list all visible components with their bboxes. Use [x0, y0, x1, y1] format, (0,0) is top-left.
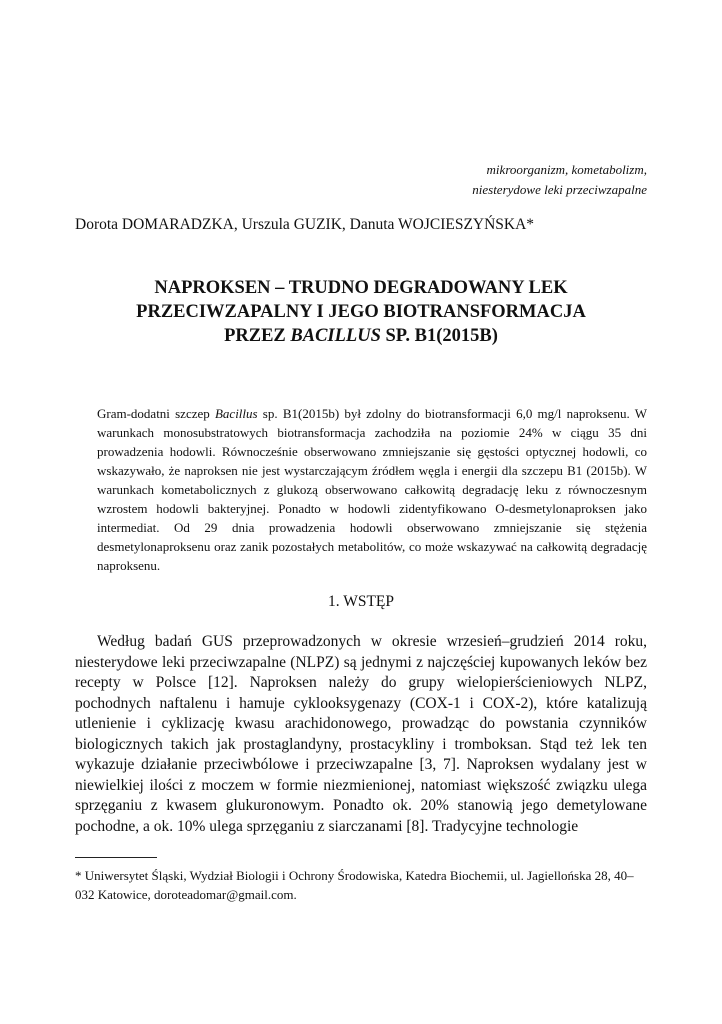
- paper-title: [75, 276, 647, 348]
- footnote: [75, 866, 647, 904]
- footnote-separator: [75, 857, 157, 858]
- abstract: [97, 404, 647, 575]
- authors: Dorota DOMARADZKA, Urszula GUZIK, Danuta WOJCIESZYŃSKA*: [75, 216, 535, 233]
- title-line-3-prefix: PRZEZ: [224, 326, 291, 346]
- keywords: [472, 160, 647, 200]
- title-line-3-suffix: SP. B1(2015B): [380, 326, 498, 346]
- title-genus: BACILLUS: [290, 326, 381, 346]
- title-line-3: [75, 324, 647, 348]
- body-text: [75, 632, 647, 837]
- body-paragraph: Według badań GUS przeprowadzonych w okresie wrzesień–grudzień 2014 roku, niesterydowe leki przeciwzapalne (NLPZ) są jednymi z najczęściej kupowanych leków bez recepty w Polsce [12]. Naproksen należy do grupy wielopierścieniowych NLPZ, pochodnych naftalenu i hamuje cyklooksygenazy (COX-1 i COX-2), które katalizują utlenienie i cyklizację kwasu arachidonowego, prowadząc do powstania czynników biologicznych takich jak prostaglandyny, prostacykliny i tromboksan. Stąd też lek ten wykazuje działanie przeciwbólowe i przeciwzapalne [3, 7]. Naproksen wydalany jest w niewielkiej ilości z moczem w formie niezmienionej, natomiast większość związku ulega sprzęganiu z kwasem glukuronowym. Ponadto ok. 20% stanowią jego demetylowane pochodne, a ok. 10% ulega sprzęganiu z siarczanami [8]. Tradycyjne technologie: [75, 633, 647, 835]
- section-heading: 1. WSTĘP: [327, 593, 395, 610]
- title-line-2: PRZECIWZAPALNY I JEGO BIOTRANSFORMACJA: [136, 302, 586, 322]
- abstract-species: Bacillus: [214, 406, 258, 421]
- footnote-text: * Uniwersytet Śląski, Wydział Biologii i Ochrony Środowiska, Katedra Biochemii, ul. Jagiellońska 28, 40–032 Katowice, doroteadomar@gmail.com.: [75, 868, 634, 902]
- title-line-1: NAPROKSEN – TRUDNO DEGRADOWANY LEK: [154, 278, 568, 298]
- abstract-prefix: Gram-dodatni szczep: [97, 406, 215, 421]
- abstract-text: sp. B1(2015b) był zdolny do biotransformacji 6,0 mg/l naproksenu. W warunkach monosubstratowych biotransformacja zachodziła na poziomie 24% w ciągu 35 dni prowadzenia hodowli. Równocześnie obserwowano zmniejszanie się gęstości optycznej hodowli, co wskazywało, że naproksen nie jest wystarczającym źródłem węgla i energii dla szczepu B1 (2015b). W warunkach kometabolicznych z glukozą obserwowano całkowitą degradację leku z równoczesnym wzrostem hodowli bakteryjnej. Ponadto w hodowli zidentyfikowano O-desmetylonaproksen jako intermediat. Od 29 dnia prowadzenia hodowli obserwowano zmniejszanie się stężenia desmetylonaproksenu oraz zanik pozostałych metabolitów, co może wskazywać na całkowitą degradację naproksenu.: [97, 406, 647, 573]
- abstract-paragraph: [97, 404, 647, 575]
- keywords-line-1: mikroorganizm, kometabolizm,: [486, 162, 647, 177]
- keywords-line-2: niesterydowe leki przeciwzapalne: [472, 182, 647, 197]
